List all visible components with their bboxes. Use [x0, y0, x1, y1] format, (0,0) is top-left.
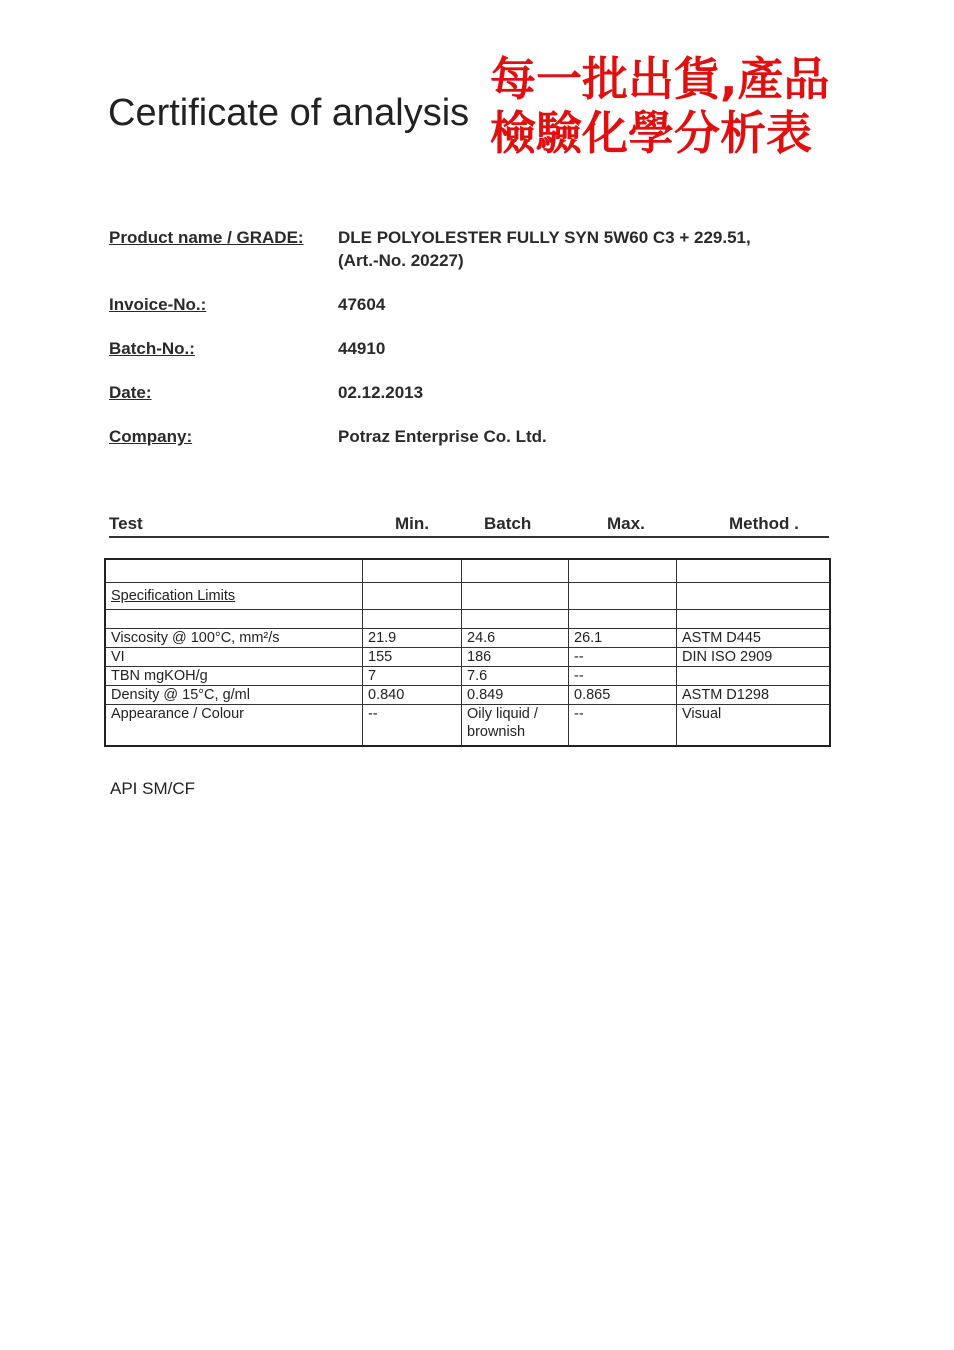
- cell-method: DIN ISO 2909: [677, 648, 831, 667]
- specification-table: [104, 558, 831, 747]
- chinese-annotation: [490, 52, 829, 160]
- cell-method: ASTM D1298: [677, 686, 831, 705]
- cell-test: Appearance / Colour: [105, 705, 363, 747]
- cell-max: --: [569, 667, 677, 686]
- cell-min: 21.9: [363, 629, 462, 648]
- cell-test: TBN mgKOH/g: [105, 667, 363, 686]
- table-row: [105, 648, 830, 667]
- product-name-line-2: (Art.-No. 20227): [338, 251, 464, 270]
- cell-batch: 7.6: [462, 667, 569, 686]
- cell-batch-line-2: brownish: [467, 724, 526, 740]
- annotation-line-2: 檢驗化學分析表: [490, 106, 812, 160]
- cell-max: --: [569, 705, 677, 747]
- cell-test: Viscosity @ 100°C, mm²/s: [105, 629, 363, 648]
- table-row: [105, 705, 830, 747]
- table-row: [105, 559, 830, 583]
- company-label: Company:: [109, 427, 193, 446]
- header-batch: Batch: [484, 514, 532, 533]
- cell-method: ASTM D445: [677, 629, 831, 648]
- cell-batch: [462, 705, 569, 747]
- date-value: 02.12.2013: [338, 383, 424, 402]
- cell-max: --: [569, 648, 677, 667]
- annotation-line-1: 每一批出貨,產品: [490, 52, 830, 106]
- cell-batch: 186: [462, 648, 569, 667]
- date-label: Date:: [109, 383, 152, 402]
- cell-method: Visual: [677, 705, 831, 747]
- company-value: Potraz Enterprise Co. Ltd.: [338, 427, 547, 446]
- cell-max: 26.1: [569, 629, 677, 648]
- cell-min: 0.840: [363, 686, 462, 705]
- specification-limits-label: Specification Limits: [111, 588, 236, 604]
- test-header-row: [109, 510, 829, 538]
- cell-batch: 24.6: [462, 629, 569, 648]
- table-row: [105, 686, 830, 705]
- cell-method: [677, 667, 831, 686]
- header-test: Test: [109, 514, 143, 533]
- cell-min: 155: [363, 648, 462, 667]
- product-name-line-1: DLE POLYOLESTER FULLY SYN 5W60 C3 + 229.51,: [338, 228, 751, 247]
- cell-batch-line-1: Oily liquid /: [467, 706, 538, 722]
- table-row: [105, 667, 830, 686]
- document-title: Certificate of analysis: [108, 92, 470, 134]
- invoice-no-label: Invoice-No.:: [109, 295, 207, 314]
- cell-min: 7: [363, 667, 462, 686]
- cell-test: Density @ 15°C, g/ml: [105, 686, 363, 705]
- header-min: Min.: [395, 514, 429, 533]
- table-row: [105, 583, 830, 610]
- table-row: [105, 629, 830, 648]
- table-row: [105, 610, 830, 629]
- header-method: Method .: [729, 514, 799, 533]
- cell-batch: 0.849: [462, 686, 569, 705]
- header-max: Max.: [607, 514, 645, 533]
- product-name-value: [338, 226, 751, 272]
- batch-no-value: 44910: [338, 339, 386, 358]
- cell-min: --: [363, 705, 462, 747]
- cell-max: 0.865: [569, 686, 677, 705]
- product-name-label: Product name / GRADE:: [109, 228, 304, 247]
- invoice-no-value: 47604: [338, 295, 386, 314]
- api-classification: API SM/CF: [110, 779, 196, 798]
- cell-test: VI: [105, 648, 363, 667]
- batch-no-label: Batch-No.:: [109, 339, 195, 358]
